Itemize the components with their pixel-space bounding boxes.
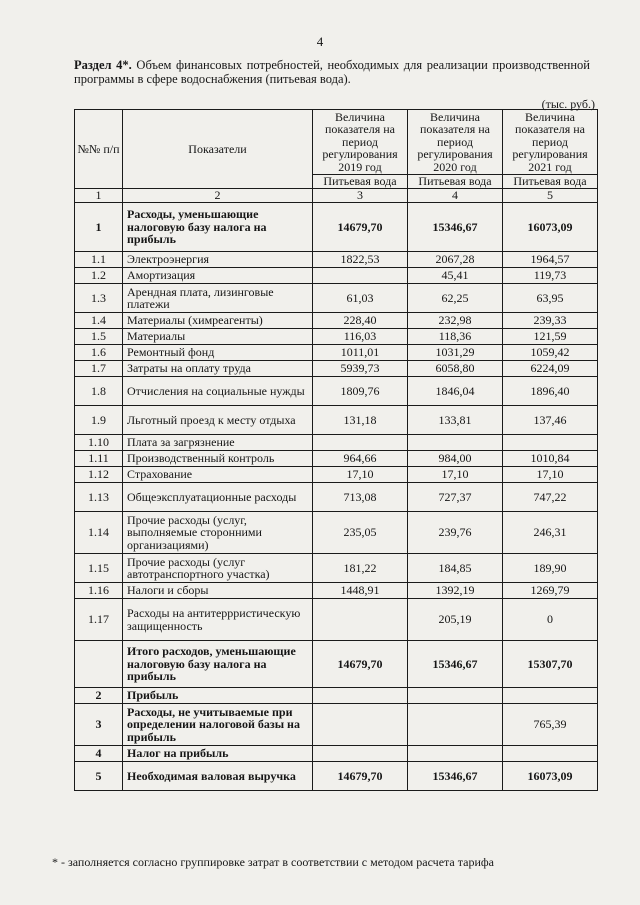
row-value-2020-cell: 1031,29	[408, 345, 503, 361]
table-row	[75, 554, 598, 583]
table-row	[75, 641, 598, 688]
table-row	[75, 483, 598, 512]
table-row	[75, 451, 598, 467]
row-value-2019-cell	[313, 268, 408, 284]
header-row	[75, 110, 598, 175]
row-value-2020-cell: 984,00	[408, 451, 503, 467]
row-value-2019-cell: 1011,01	[313, 345, 408, 361]
index-cell: 3	[313, 189, 408, 203]
subheader-2021: Питьевая вода	[503, 175, 598, 189]
row-number-cell: 1.9	[75, 406, 123, 435]
row-value-2019-cell: 1822,53	[313, 252, 408, 268]
row-value-2019-cell: 14679,70	[313, 641, 408, 688]
row-value-2019-cell: 1809,76	[313, 377, 408, 406]
row-value-2021-cell: 1896,40	[503, 377, 598, 406]
row-number-cell: 1.16	[75, 583, 123, 599]
row-value-2021-cell: 137,46	[503, 406, 598, 435]
row-value-2021-cell: 1059,42	[503, 345, 598, 361]
row-value-2020-cell: 184,85	[408, 554, 503, 583]
row-value-2021-cell	[503, 688, 598, 704]
table-row	[75, 704, 598, 746]
row-value-2021-cell: 765,39	[503, 704, 598, 746]
table-row	[75, 284, 598, 313]
row-number-cell: 1.17	[75, 599, 123, 641]
header-2020: Величина показателя на период регулирования 2020 год	[408, 110, 503, 175]
table-row	[75, 406, 598, 435]
row-value-2021-cell	[503, 746, 598, 762]
row-indicator-cell: Отчисления на социальные нужды	[123, 377, 313, 406]
row-indicator-cell: Расходы на антитеррристическую защищенность	[123, 599, 313, 641]
row-value-2021-cell: 1269,79	[503, 583, 598, 599]
section-heading	[74, 58, 590, 86]
row-value-2021-cell	[503, 435, 598, 451]
row-value-2021-cell: 1010,84	[503, 451, 598, 467]
row-value-2020-cell: 17,10	[408, 467, 503, 483]
header-2021: Величина показателя на период регулирования 2021 год	[503, 110, 598, 175]
row-number-cell: 1.5	[75, 329, 123, 345]
row-value-2019-cell: 235,05	[313, 512, 408, 554]
row-value-2020-cell	[408, 688, 503, 704]
row-value-2021-cell: 15307,70	[503, 641, 598, 688]
row-value-2019-cell: 14679,70	[313, 203, 408, 252]
unit-label: (тыс. руб.)	[541, 97, 595, 111]
table-row	[75, 467, 598, 483]
table-row	[75, 746, 598, 762]
row-value-2019-cell	[313, 599, 408, 641]
row-indicator-cell: Расходы, не учитываемые при определении налоговой базы на прибыль	[123, 704, 313, 746]
row-value-2019-cell: 131,18	[313, 406, 408, 435]
row-indicator-cell: Налог на прибыль	[123, 746, 313, 762]
row-number-cell: 1.6	[75, 345, 123, 361]
row-value-2020-cell	[408, 435, 503, 451]
row-indicator-cell: Затраты на оплату труда	[123, 361, 313, 377]
row-number-cell: 1.2	[75, 268, 123, 284]
table-row	[75, 435, 598, 451]
row-value-2019-cell: 17,10	[313, 467, 408, 483]
row-number-cell: 1.4	[75, 313, 123, 329]
header-indicator: Показатели	[123, 110, 313, 189]
row-value-2020-cell: 133,81	[408, 406, 503, 435]
table-row	[75, 762, 598, 791]
row-indicator-cell: Расходы, уменьшающие налоговую базу налога на прибыль	[123, 203, 313, 252]
row-number-cell: 3	[75, 704, 123, 746]
row-value-2021-cell: 16073,09	[503, 203, 598, 252]
table-row	[75, 203, 598, 252]
table-row	[75, 512, 598, 554]
table-row	[75, 688, 598, 704]
row-value-2020-cell: 232,98	[408, 313, 503, 329]
table-row	[75, 252, 598, 268]
header-2019: Величина показателя на период регулирования 2019 год	[313, 110, 408, 175]
row-value-2021-cell: 17,10	[503, 467, 598, 483]
row-value-2020-cell: 45,41	[408, 268, 503, 284]
row-indicator-cell: Итого расходов, уменьшающие налоговую базу налога на прибыль	[123, 641, 313, 688]
row-value-2020-cell: 205,19	[408, 599, 503, 641]
row-value-2020-cell: 2067,28	[408, 252, 503, 268]
row-number-cell	[75, 641, 123, 688]
row-value-2019-cell: 181,22	[313, 554, 408, 583]
row-value-2019-cell: 713,08	[313, 483, 408, 512]
row-indicator-cell: Ремонтный фонд	[123, 345, 313, 361]
page-number: 4	[316, 34, 324, 49]
row-value-2021-cell: 747,22	[503, 483, 598, 512]
footnote: * - заполняется согласно группировке затрат в соответствии с методом расчета тарифа	[52, 855, 494, 869]
row-value-2019-cell	[313, 435, 408, 451]
row-value-2021-cell: 189,90	[503, 554, 598, 583]
row-value-2020-cell: 1846,04	[408, 377, 503, 406]
row-indicator-cell: Плата за загрязнение	[123, 435, 313, 451]
row-value-2021-cell: 239,33	[503, 313, 598, 329]
row-value-2019-cell: 1448,91	[313, 583, 408, 599]
financial-needs-table	[74, 109, 598, 791]
row-value-2020-cell	[408, 746, 503, 762]
row-value-2020-cell: 6058,80	[408, 361, 503, 377]
row-value-2019-cell: 116,03	[313, 329, 408, 345]
row-indicator-cell: Прочие расходы (услуг автотранспортного участка)	[123, 554, 313, 583]
table-row	[75, 361, 598, 377]
row-value-2021-cell: 246,31	[503, 512, 598, 554]
row-number-cell: 1.1	[75, 252, 123, 268]
row-value-2020-cell: 15346,67	[408, 762, 503, 791]
row-indicator-cell: Материалы	[123, 329, 313, 345]
row-value-2020-cell: 62,25	[408, 284, 503, 313]
row-indicator-cell: Прибыль	[123, 688, 313, 704]
row-value-2019-cell	[313, 704, 408, 746]
row-number-cell: 1.10	[75, 435, 123, 451]
row-indicator-cell: Необходимая валовая выручка	[123, 762, 313, 791]
row-value-2019-cell: 228,40	[313, 313, 408, 329]
row-value-2020-cell: 1392,19	[408, 583, 503, 599]
row-indicator-cell: Налоги и сборы	[123, 583, 313, 599]
row-value-2021-cell: 6224,09	[503, 361, 598, 377]
row-indicator-cell: Общеэксплуатационные расходы	[123, 483, 313, 512]
row-value-2019-cell: 14679,70	[313, 762, 408, 791]
row-indicator-cell: Материалы (химреагенты)	[123, 313, 313, 329]
row-number-cell: 1.11	[75, 451, 123, 467]
row-value-2020-cell: 15346,67	[408, 641, 503, 688]
section-heading-prefix: Раздел 4*.	[74, 58, 132, 72]
row-value-2019-cell: 61,03	[313, 284, 408, 313]
table-row	[75, 599, 598, 641]
row-number-cell: 1.15	[75, 554, 123, 583]
row-value-2020-cell	[408, 704, 503, 746]
index-cell: 1	[75, 189, 123, 203]
row-indicator-cell: Прочие расходы (услуг, выполняемые сторонними организациями)	[123, 512, 313, 554]
section-heading-text: Объем финансовых потребностей, необходимых для реализации производственной программы в сфере водоснабжения (питьевая вода).	[74, 58, 590, 86]
row-number-cell: 2	[75, 688, 123, 704]
row-value-2020-cell: 239,76	[408, 512, 503, 554]
row-value-2021-cell: 16073,09	[503, 762, 598, 791]
row-value-2021-cell: 0	[503, 599, 598, 641]
index-row	[75, 189, 598, 203]
table-row	[75, 377, 598, 406]
row-number-cell: 1.12	[75, 467, 123, 483]
row-value-2019-cell: 964,66	[313, 451, 408, 467]
row-value-2021-cell: 121,59	[503, 329, 598, 345]
row-number-cell: 1.7	[75, 361, 123, 377]
row-indicator-cell: Амортизация	[123, 268, 313, 284]
table-row	[75, 583, 598, 599]
row-number-cell: 4	[75, 746, 123, 762]
row-value-2019-cell: 5939,73	[313, 361, 408, 377]
table-row	[75, 268, 598, 284]
row-value-2019-cell	[313, 746, 408, 762]
row-number-cell: 1	[75, 203, 123, 252]
index-cell: 2	[123, 189, 313, 203]
row-value-2020-cell: 15346,67	[408, 203, 503, 252]
header-num: №№ п/п	[75, 110, 123, 189]
row-value-2019-cell	[313, 688, 408, 704]
index-cell: 5	[503, 189, 598, 203]
row-number-cell: 1.14	[75, 512, 123, 554]
table-row	[75, 345, 598, 361]
row-value-2020-cell: 727,37	[408, 483, 503, 512]
row-indicator-cell: Арендная плата, лизинговые платежи	[123, 284, 313, 313]
row-value-2021-cell: 63,95	[503, 284, 598, 313]
row-indicator-cell: Производственный контроль	[123, 451, 313, 467]
row-number-cell: 5	[75, 762, 123, 791]
index-cell: 4	[408, 189, 503, 203]
row-indicator-cell: Страхование	[123, 467, 313, 483]
row-indicator-cell: Льготный проезд к месту отдыха	[123, 406, 313, 435]
table-row	[75, 329, 598, 345]
subheader-2020: Питьевая вода	[408, 175, 503, 189]
row-number-cell: 1.8	[75, 377, 123, 406]
table-row	[75, 313, 598, 329]
row-number-cell: 1.13	[75, 483, 123, 512]
subheader-2019: Питьевая вода	[313, 175, 408, 189]
row-value-2020-cell: 118,36	[408, 329, 503, 345]
row-indicator-cell: Электроэнергия	[123, 252, 313, 268]
row-number-cell: 1.3	[75, 284, 123, 313]
row-value-2021-cell: 1964,57	[503, 252, 598, 268]
row-value-2021-cell: 119,73	[503, 268, 598, 284]
